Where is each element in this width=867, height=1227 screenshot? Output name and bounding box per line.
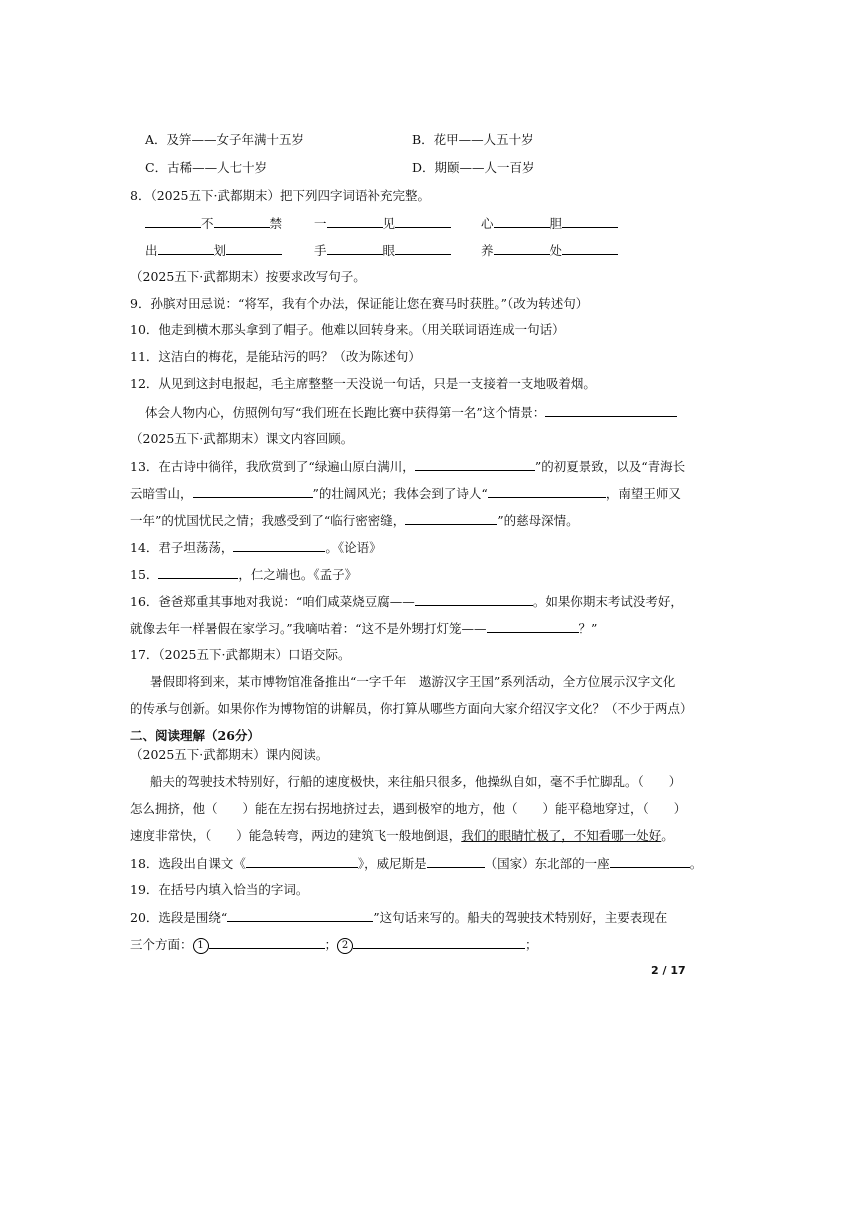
circled-number-2: 2 <box>337 938 353 954</box>
section-2-heading: 二、阅读理解（26分） <box>130 728 260 743</box>
question-17-body-1: 暑假即将到来，某市博物馆准备推出“一字千年 遨游汉字王国”系列活动，全方位展示汉字文化 <box>150 674 676 689</box>
question-16-line-2: 就像去年一样暑假在家学习。”我嘀咕着：“这不是外甥打灯笼—— ？” <box>130 621 598 636</box>
option-a: A．及笄——女子年满十五岁 <box>145 132 305 147</box>
question-17-body-2: 的传承与创新。如果你作为博物馆的讲解员，你打算从哪些方面向大家介绍汉字文化？（不少于两点） <box>130 701 693 716</box>
passage-line-2: 怎么拥挤，他（ ）能在左拐右拐地挤过去，遇到极窄的地方，他（ ）能平稳地穿过，（ ） <box>130 801 687 816</box>
idiom-row-1: 不 禁 一 见 心 胆 <box>145 214 618 233</box>
question-15: 15． ，仁之端也。《孟子》 <box>130 567 358 582</box>
section-rewrite-heading: （2025五下·武都期末）按要求改写句子。 <box>130 269 366 284</box>
question-16-line-1: 16．爸爸郑重其事地对我说：“咱们咸菜烧豆腐—— 。如果你期末考试没考好， <box>130 594 683 609</box>
question-13-line-2: 云暗雪山， ”的壮阔风光；我体会到了诗人“ ，南望王师又 <box>130 486 681 501</box>
question-17-title: 17．（2025五下·武都期末）口语交际。 <box>130 647 351 662</box>
question-20-line-1: 20．选段是围绕“ ”这句话来写的。船夫的驾驶技术特别好，主要表现在 <box>130 910 668 925</box>
question-13-line-3: 一年”的忧国忧民之情；我感受到了“临行密密缝， ”的慈母深情。 <box>130 513 579 528</box>
question-12: 12．从见到这封电报起，毛主席整整一天没说一句话，只是一支接着一支地吸着烟。 <box>130 376 596 391</box>
passage-line-1: 船夫的驾驶技术特别好，行船的速度极快，来往船只很多，他操纵自如，毫不手忙脚乱。（ ） <box>150 774 682 789</box>
underlined-sentence: 我们的眼睛忙极了，不知看哪一处好 <box>461 828 662 843</box>
question-20-line-2: 三个方面： 1 ； 2 ； <box>130 937 538 952</box>
question-14: 14．君子坦荡荡， 。《论语》 <box>130 540 382 555</box>
section-reading-heading: （2025五下·武都期末）课内阅读。 <box>130 747 329 762</box>
passage-line-3: 速度非常快，（ ）能急转弯，两边的建筑飞一般地倒退，我们的眼睛忙极了，不知看哪一处好。 <box>130 828 674 843</box>
question-12-prompt: 体会人物内心，仿照例句写“我们班在长跑比赛中获得第一名”这个情景： <box>145 403 677 422</box>
option-d: D．期颐——人一百岁 <box>412 160 535 175</box>
question-18: 18．选段出自课文《 》，威尼斯是 （国家）东北部的一座 。 <box>130 856 703 871</box>
question-19: 19．在括号内填入恰当的字词。 <box>130 882 309 897</box>
option-b: B．花甲——人五十岁 <box>412 132 534 147</box>
question-10: 10．他走到横木那头拿到了帽子。他难以回转身来。（用关联词语连成一句话） <box>130 322 565 337</box>
option-c: C．古稀——人七十岁 <box>145 160 268 175</box>
question-8-title: 8．（2025五下·武都期末）把下列四字词语补充完整。 <box>130 188 430 203</box>
question-13-line-1: 13．在古诗中徜徉，我欣赏到了“绿遍山原白满川， ”的初夏景致，以及“青海长 <box>130 459 686 474</box>
page-number: 2 / 17 <box>651 964 686 977</box>
section-recall-heading: （2025五下·武都期末）课文内容回顾。 <box>130 431 354 446</box>
question-11: 11．这洁白的梅花，是能玷污的吗？（改为陈述句） <box>130 349 421 364</box>
question-9: 9．孙膑对田忌说：“将军，我有个办法，保证能让您在赛马时获胜。”（改为转述句） <box>130 296 589 311</box>
circled-number-1: 1 <box>193 938 209 954</box>
idiom-row-2: 出 划 手 眼 养 处 <box>145 241 618 260</box>
